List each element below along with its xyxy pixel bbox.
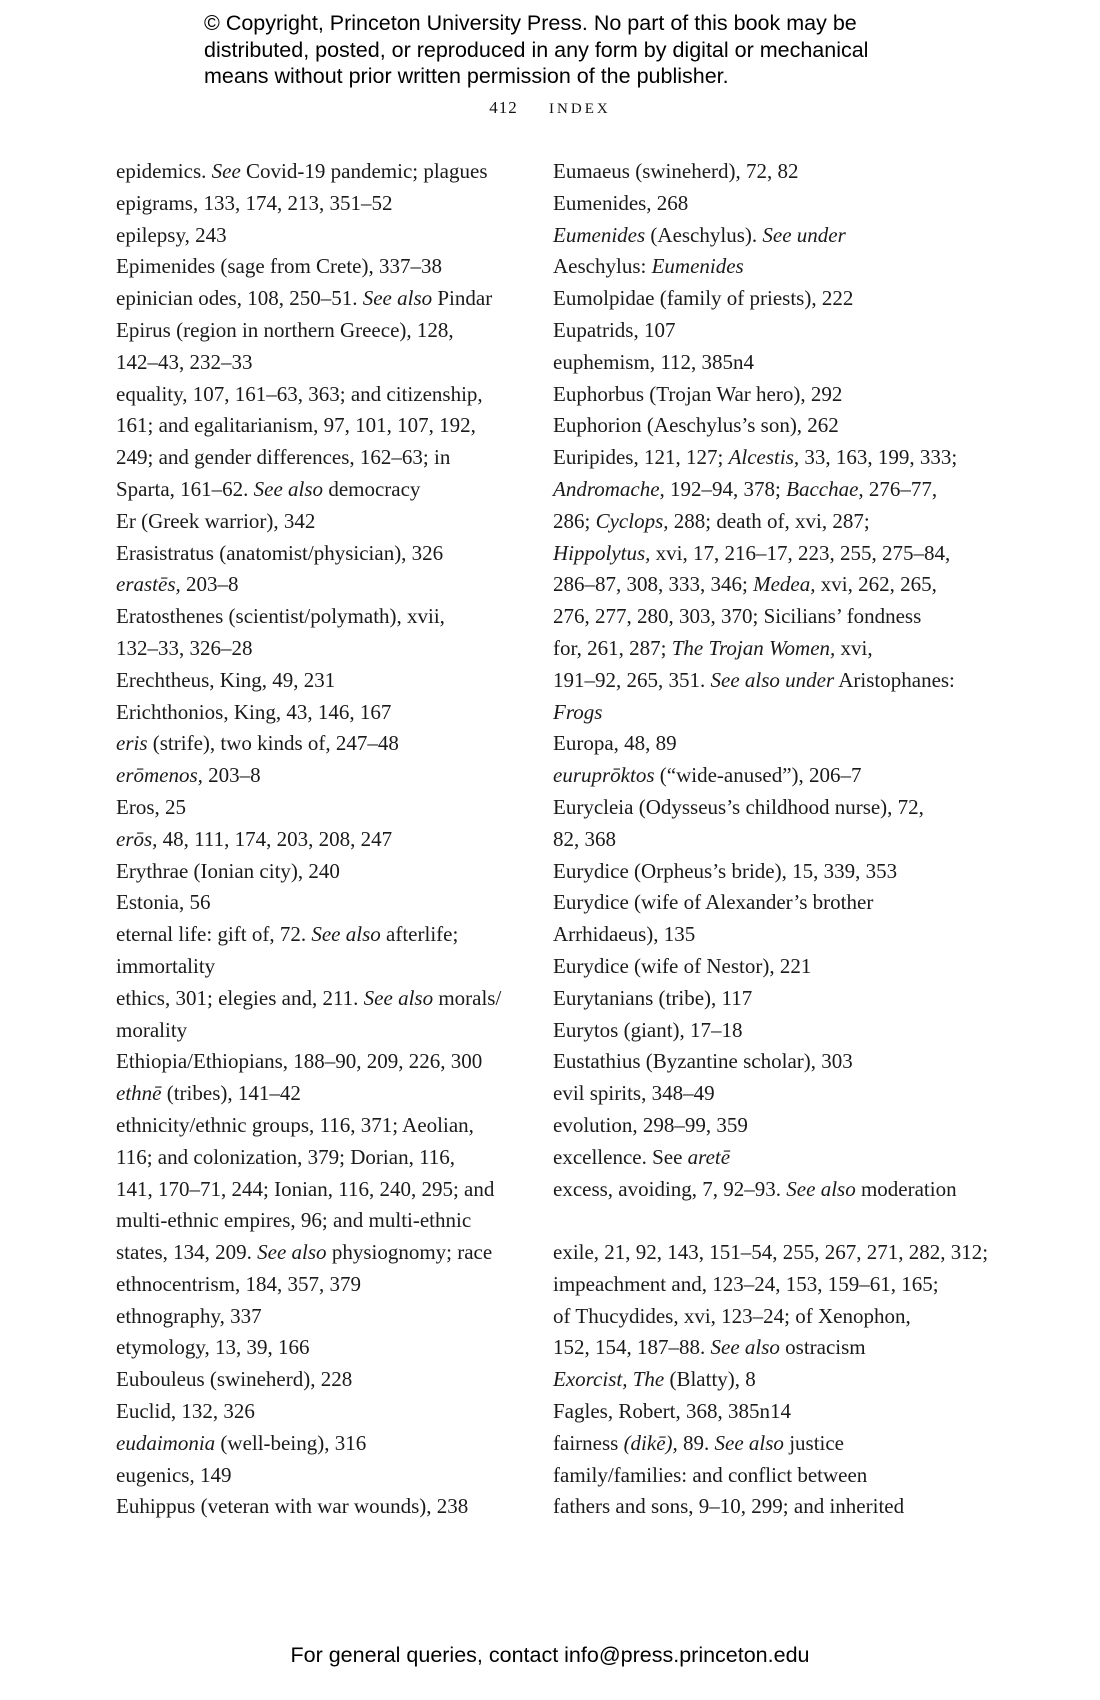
index-entry-continuation: Sparta, 161–62. See also democracy [116, 476, 421, 501]
index-entry-continuation: Frogs [553, 699, 603, 724]
index-entry-line: Eurytanians (tribe), 117 [553, 985, 753, 1010]
index-entry-continuation: impeachment and, 123–24, 153, 159–61, 165; [553, 1271, 939, 1296]
index-entry-line: Europa, 48, 89 [553, 731, 677, 756]
index-entry-line: Er (Greek warrior), 342 [116, 508, 316, 533]
index-entry [553, 1078, 953, 1110]
index-entry-line: Eumenides (Aeschylus). See under [553, 222, 846, 247]
index-entry [553, 760, 953, 792]
index-entry [116, 1396, 524, 1428]
index-entry [553, 156, 953, 188]
index-entry-line: eris (strife), two kinds of, 247–48 [116, 731, 399, 756]
index-entry [116, 538, 524, 570]
index-entry-continuation: Aeschylus: Eumenides [553, 254, 744, 279]
index-entry [553, 1142, 953, 1174]
footer-contact: For general queries, contact info@press.princeton.edu [290, 1643, 810, 1667]
index-entry-line: excess, avoiding, 7, 92–93. See also moderation [553, 1176, 957, 1201]
index-entry [116, 792, 524, 824]
index-entry-line: excellence. See aretē [553, 1144, 731, 1169]
index-entry-line: ethnography, 337 [116, 1303, 262, 1328]
index-entry [553, 792, 953, 856]
index-entry [553, 1046, 953, 1078]
index-entry [553, 951, 953, 983]
index-entry [553, 410, 953, 442]
index-entry-line: Estonia, 56 [116, 890, 211, 915]
index-entry-line: ethnicity/ethnic groups, 116, 371; Aeolian, [116, 1112, 474, 1137]
index-entry-line: epigrams, 133, 174, 213, 351–52 [116, 190, 393, 215]
index-entry [553, 1174, 957, 1206]
index-entry [553, 188, 953, 220]
index-entry-line: evil spirits, 348–49 [553, 1081, 715, 1106]
index-entry-continuation: 82, 368 [553, 826, 616, 851]
index-entry-line: Eurydice (wife of Nestor), 221 [553, 953, 812, 978]
index-entry-continuation: fathers and sons, 9–10, 299; and inherited [553, 1494, 905, 1519]
index-entry [116, 1301, 524, 1333]
index-entry [116, 919, 524, 983]
index-entry-line: Eumaeus (swineherd), 72, 82 [553, 159, 799, 183]
index-entry [553, 315, 953, 347]
index-entry [116, 315, 524, 379]
index-entry-line: Eratosthenes (scientist/polymath), xvii, [116, 604, 445, 629]
index-entry [116, 887, 524, 919]
index-entry-line: ethnē (tribes), 141–42 [116, 1081, 301, 1106]
index-entry-continuation: multi-ethnic empires, 96; and multi-ethnic [116, 1208, 472, 1233]
section-title: INDEX [549, 101, 611, 117]
index-entry [116, 156, 524, 188]
index-entry [553, 1364, 953, 1396]
index-entry [116, 1491, 524, 1523]
index-entry [553, 442, 958, 728]
copyright-line: © Copyright, Princeton University Press. No part of this book may be [204, 11, 857, 35]
index-entry-continuation: Hippolytus, xvi, 17, 216–17, 223, 255, 275–84, [553, 540, 951, 565]
index-entry-line: erōmenos, 203–8 [116, 763, 261, 788]
index-entry-line: Eumolpidae (family of priests), 222 [553, 286, 854, 311]
index-entry-continuation: Arrhidaeus), 135 [553, 922, 696, 947]
index-column-right [553, 156, 989, 1523]
copyright-notice [204, 10, 984, 90]
index-entry [116, 1078, 524, 1110]
index-entry-line: Eurycleia (Odysseus’s childhood nurse), 72, [553, 794, 924, 819]
index-entry-line: Ethiopia/Ethiopians, 188–90, 209, 226, 300 [116, 1049, 483, 1074]
index-entry-line: epinician odes, 108, 250–51. See also Pindar [116, 286, 493, 311]
index-entry-line: equality, 107, 161–63, 363; and citizenship, [116, 381, 483, 406]
index-entry-continuation: 142–43, 232–33 [116, 349, 253, 374]
index-entry [116, 1428, 524, 1460]
index-entry-continuation: of Thucydides, xvi, 123–24; of Xenophon, [553, 1303, 911, 1328]
index-entry-line: Euphorbus (Trojan War hero), 292 [553, 381, 843, 406]
index-entry-line: Epimenides (sage from Crete), 337–38 [116, 254, 442, 279]
index-entry-continuation: 249; and gender differences, 162–63; in [116, 445, 451, 470]
index-entry-line: Euclid, 132, 326 [116, 1399, 255, 1424]
index-entry-continuation: 116; and colonization, 379; Dorian, 116, [116, 1144, 456, 1169]
index-entry [116, 983, 524, 1047]
index-entry-line: Eubouleus (swineherd), 228 [116, 1367, 353, 1392]
index-entry-line: Euripides, 121, 127; Alcestis, 33, 163, 199, 333; [553, 445, 958, 470]
index-entry-line: family/families: and conflict between [553, 1462, 868, 1487]
index-entry-line: eudaimonia (well-being), 316 [116, 1430, 367, 1455]
index-entry [553, 983, 953, 1015]
index-entry [553, 1428, 953, 1460]
index-entry [553, 1396, 953, 1428]
index-entry [116, 220, 524, 252]
index-entry [553, 1015, 953, 1047]
index-entry-continuation: states, 134, 209. See also physiognomy; race [116, 1240, 493, 1265]
index-entry-line: eugenics, 149 [116, 1462, 232, 1487]
index-entry-line: ethics, 301; elegies and, 211. See also morals/ [116, 985, 502, 1010]
running-head [0, 98, 1100, 118]
index-entry-continuation: 132–33, 326–28 [116, 635, 253, 660]
index-entry-continuation: 286; Cyclops, 288; death of, xvi, 287; [553, 508, 870, 533]
index-entry [116, 601, 524, 665]
index-entry-line: Exorcist, The (Blatty), 8 [553, 1367, 756, 1392]
index-entry [553, 887, 953, 951]
index-entry-line: epidemics. See Covid-19 pandemic; plagues [116, 159, 488, 183]
index-entry [116, 1046, 524, 1078]
index-entry [116, 1269, 524, 1301]
index-entry-line: Eurydice (wife of Alexander’s brother [553, 890, 874, 915]
index-entry [553, 856, 953, 888]
index-entry [116, 1460, 524, 1492]
index-entry-continuation: morality [116, 1017, 188, 1042]
index-entry-line: Eros, 25 [116, 794, 186, 819]
index-entry-continuation: Andromache, 192–94, 378; Bacchae, 276–77, [553, 476, 938, 501]
index-entry-line: Eustathius (Byzantine scholar), 303 [553, 1049, 853, 1074]
index-entry-line: Euhippus (veteran with war wounds), 238 [116, 1494, 469, 1519]
index-entry-line: erastēs, 203–8 [116, 572, 239, 597]
index-entry-line: fairness (dikē), 89. See also justice [553, 1430, 845, 1455]
copyright-line: means without prior written permission of the publisher. [204, 64, 729, 88]
index-entry-line: euphemism, 112, 385n4 [553, 349, 755, 374]
index-entry [116, 506, 524, 538]
index-entry-continuation: 286–87, 308, 333, 346; Medea, xvi, 262, 265, [553, 572, 937, 597]
index-entry-line: Erythrae (Ionian city), 240 [116, 858, 340, 883]
index-entry-line: evolution, 298–99, 359 [553, 1112, 748, 1137]
index-entry [116, 697, 524, 729]
index-entry-continuation: 161; and egalitarianism, 97, 101, 107, 192, [116, 413, 476, 438]
index-entry-line: Eurytos (giant), 17–18 [553, 1017, 743, 1042]
index-entry [553, 1237, 989, 1364]
copyright-line: distributed, posted, or reproduced in any form by digital or mechanical [204, 37, 869, 62]
index-entry-line: Erasistratus (anatomist/physician), 326 [116, 540, 444, 565]
index-entry [553, 1460, 953, 1524]
index-entry [116, 1110, 524, 1269]
index-entry [116, 283, 524, 315]
index-entry [116, 728, 524, 760]
index-entry-line: Fagles, Robert, 368, 385n14 [553, 1399, 791, 1424]
index-entry-line: eternal life: gift of, 72. See also afterlife; [116, 922, 459, 947]
index-column-left [116, 156, 524, 1523]
index-entry-line: Erechtheus, King, 49, 231 [116, 667, 336, 692]
index-entry-line: epilepsy, 243 [116, 222, 227, 247]
index-entry-line: Erichthonios, King, 43, 146, 167 [116, 699, 392, 724]
index-entry-continuation: 152, 154, 187–88. See also ostracism [553, 1335, 866, 1360]
index-entry-line: Eumenides, 268 [553, 190, 689, 215]
index-entry [116, 1364, 524, 1396]
index-entry [553, 728, 953, 760]
index-entry [116, 824, 524, 856]
index-entry-continuation: immortality [116, 953, 216, 978]
index-entry-line: Euphorion (Aeschylus’s son), 262 [553, 413, 839, 438]
index-entry [553, 347, 953, 379]
index-entry [116, 251, 524, 283]
index-entry [553, 379, 953, 411]
index-entry-line: ethnocentrism, 184, 357, 379 [116, 1271, 361, 1296]
index-entry [553, 220, 953, 284]
index-entry-line: Eupatrids, 107 [553, 317, 676, 342]
index-entry-line: erōs, 48, 111, 174, 203, 208, 247 [116, 826, 393, 851]
index-entry-continuation: 141, 170–71, 244; Ionian, 116, 240, 295; and [116, 1176, 495, 1201]
index-entry-line: etymology, 13, 39, 166 [116, 1335, 310, 1360]
index-entry [116, 188, 524, 220]
index-entry-continuation: 191–92, 265, 351. See also under Aristophanes: [553, 667, 955, 692]
index-entry [116, 760, 524, 792]
index-entry [116, 665, 524, 697]
index-entry [553, 1110, 953, 1142]
index-entry [116, 379, 524, 506]
index-entry-line: Eurydice (Orpheus’s bride), 15, 339, 353 [553, 858, 898, 883]
index-entry [553, 283, 953, 315]
index-entry-line: euruprōktos (“wide-anused”), 206–7 [553, 763, 862, 788]
index-entry-continuation: 276, 277, 280, 303, 370; Sicilians’ fondness [553, 604, 922, 629]
index-entry [116, 569, 524, 601]
index-entry [116, 856, 524, 888]
page-number: 412 [489, 98, 518, 117]
index-entry-line: exile, 21, 92, 143, 151–54, 255, 267, 271, 282, 312; [553, 1240, 989, 1265]
index-entry [116, 1332, 524, 1364]
index-entry-continuation: for, 261, 287; The Trojan Women, xvi, [553, 635, 873, 660]
index-entry-line: Epirus (region in northern Greece), 128, [116, 317, 454, 342]
